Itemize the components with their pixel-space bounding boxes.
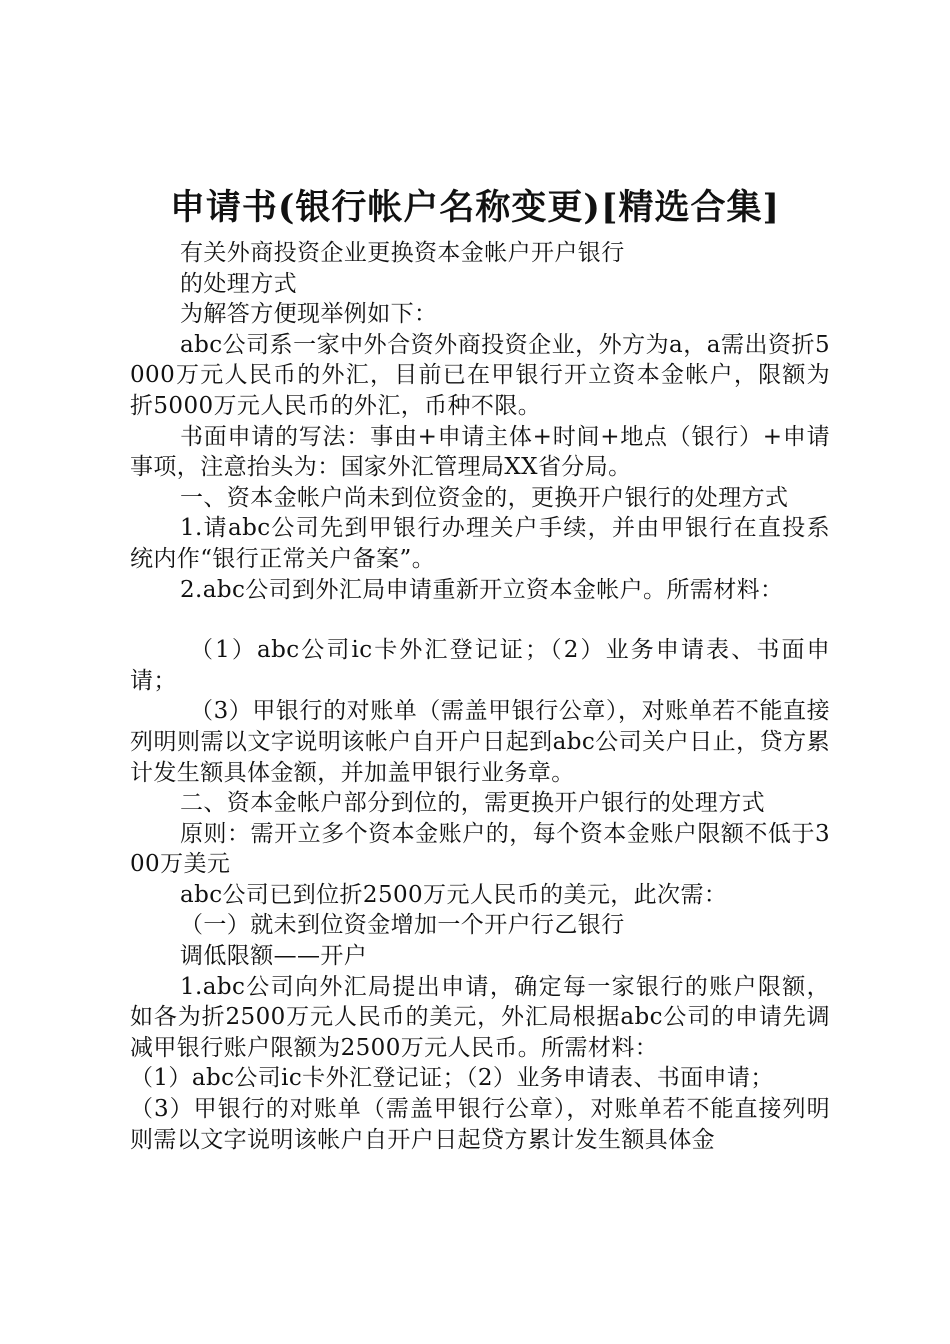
paragraph: 二、资本金帐户部分到位的，需更换开户银行的处理方式	[180, 790, 765, 817]
paragraph: 1.请abc公司先到甲银行办理关户手续，并由甲银行在直投系统内作“银行正常关户备案”。	[130, 515, 830, 572]
paragraph: 的处理方式	[180, 270, 297, 297]
paragraph: 书面申请的写法：事由+申请主体+时间+地点（银行）+申请事项，注意抬头为：国家外汇管理局XX省分局。	[130, 423, 830, 481]
paragraph: （1）abc公司ic卡外汇登记证；（2）业务申请表、书面申请；	[130, 637, 830, 694]
paragraph: 有关外商投资企业更换资本金帐户开户银行	[180, 240, 625, 266]
paragraph: 一、资本金帐户尚未到位资金的，更换开户银行的处理方式	[180, 484, 789, 511]
paragraph: （1）abc公司ic卡外汇登记证；（2）业务申请表、书面申请；	[130, 1065, 774, 1092]
paragraph: （一）就未到位资金增加一个开户行乙银行	[180, 912, 625, 939]
paragraph: abc公司系一家中外合资外商投资企业，外方为a，a需出资折5000万元人民币的外汇，目前已在甲银行开立资本金帐户，限额为折5000万元人民币的外汇，币种不限。	[130, 331, 830, 419]
paragraph: 调低限额——开户	[180, 943, 368, 970]
paragraph: abc公司已到位折2500万元人民币的美元，此次需：	[180, 881, 728, 908]
paragraph: （3）甲银行的对账单（需盖甲银行公章），对账单若不能直接列明则需以文字说明该帐户自开户日起贷方累计发生额具体金	[130, 1096, 830, 1153]
paragraph: （3）甲银行的对账单（需盖甲银行公章），对账单若不能直接列明则需以文字说明该帐户自开户日起到abc公司关户日止，贷方累计发生额具体金额，并加盖甲银行业务章。	[130, 698, 830, 786]
paragraph: 原则：需开立多个资本金账户的，每个资本金账户限额不低于300万美元	[130, 820, 830, 878]
paragraph: 2.abc公司到外汇局申请重新开立资本金帐户。所需材料：	[180, 576, 784, 603]
document-title: 申请书(银行帐户名称变更)[精选合集]	[169, 187, 781, 228]
paragraph: 1.abc公司向外汇局提出申请，确定每一家银行的账户限额，如各为折2500万元人民币的美元，外汇局根据abc公司的申请先调减甲银行账户限额为2500万元人民币。所需材料：	[130, 973, 830, 1061]
document-body	[130, 238, 830, 1155]
paragraph: 为解答方便现举例如下：	[180, 301, 438, 328]
